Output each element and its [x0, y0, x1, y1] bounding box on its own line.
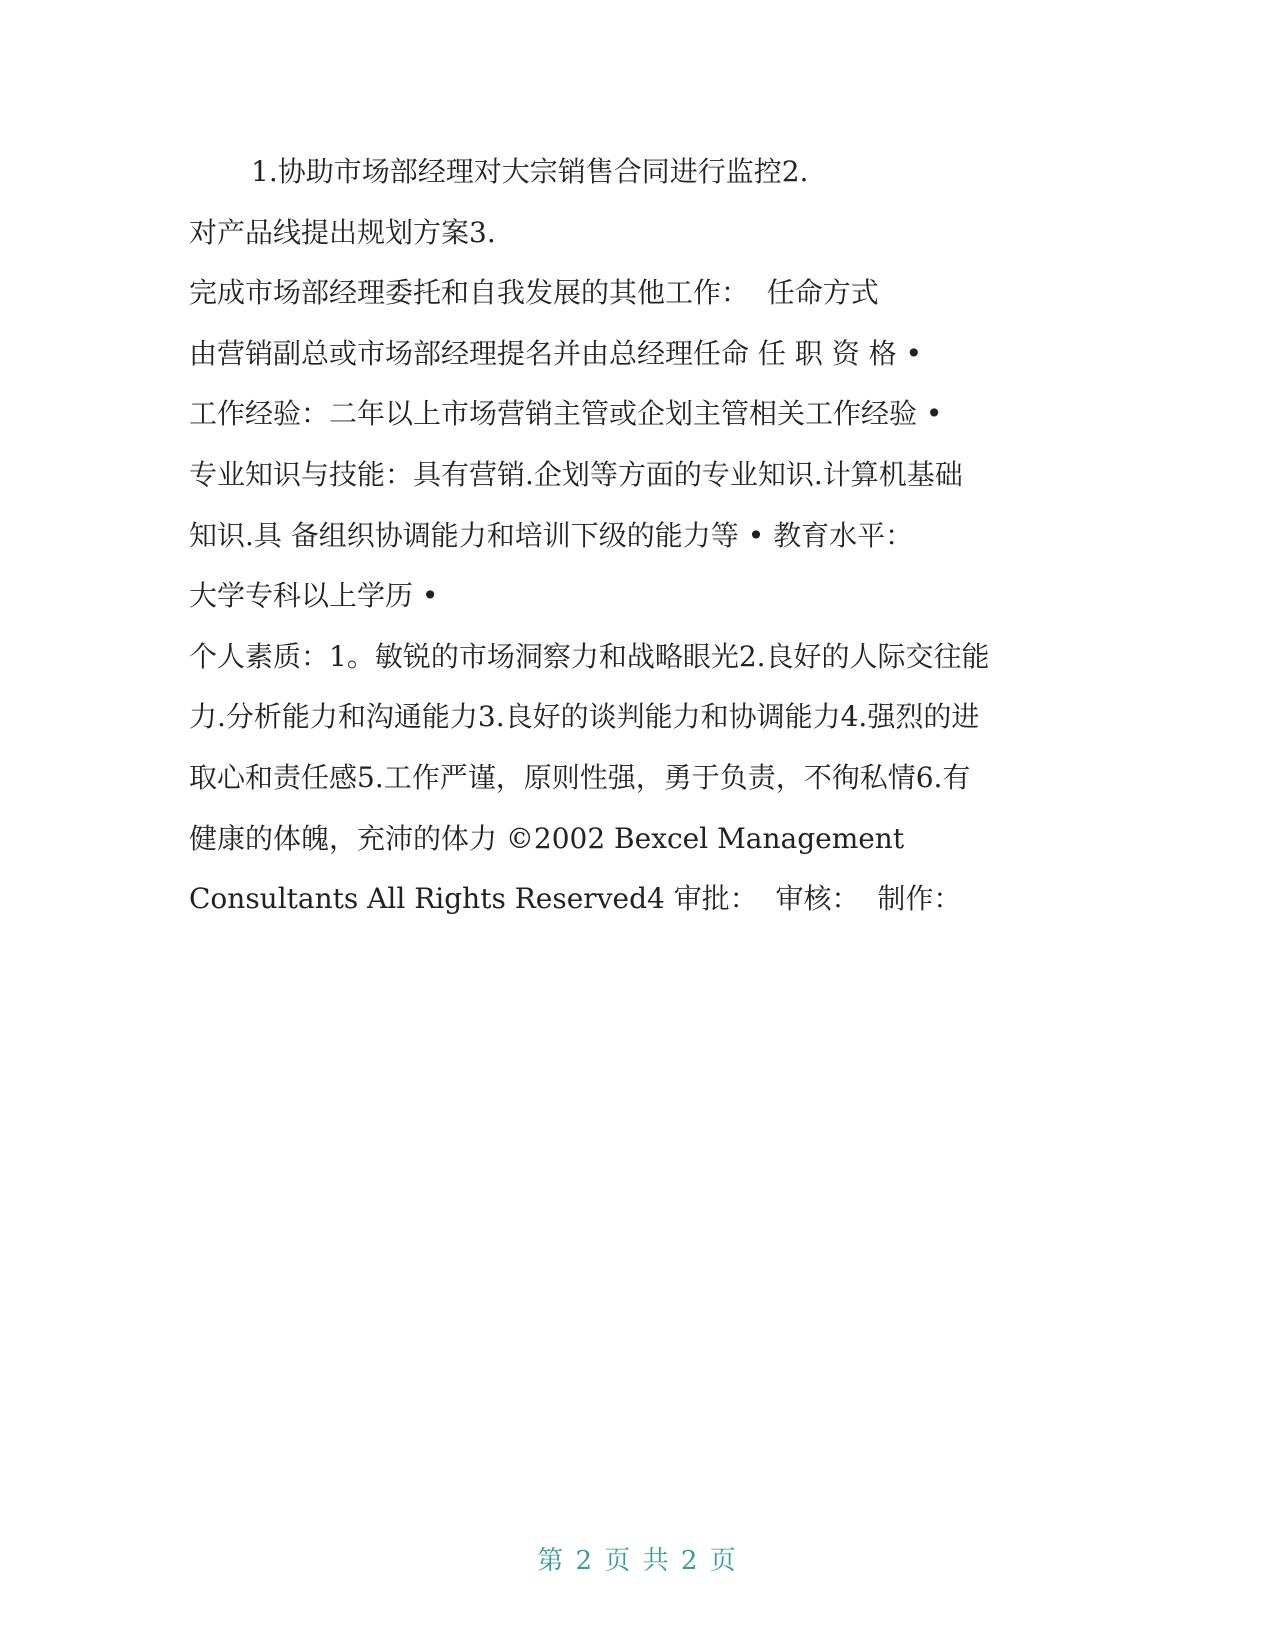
text-line: 由营销副总或市场部经理提名并由总经理任命 任 职 资 格 •: [189, 336, 923, 370]
text-line: 知识.具 备组织协调能力和培训下级的能力等 • 教育水平：: [189, 518, 914, 552]
text-line: 工作经验：二年以上市场营销主管或企划主管相关工作经验 •: [189, 397, 943, 431]
text-line: 健康的体魄，充沛的体力 ©2002 Bexcel Management: [189, 821, 905, 855]
text-line: 力.分析能力和沟通能力3.良好的谈判能力和协调能力4.强烈的进: [189, 700, 980, 734]
text-line: 对产品线提出规划方案3.: [189, 215, 496, 249]
text-line: Consultants All Rights Reserved4 审批： 审核： 制作：: [189, 882, 962, 916]
text-line: 取心和责任感5.工作严谨，原则性强，勇于负责，不徇私情6.有: [189, 760, 971, 794]
text-line: 大学专科以上学历 •: [189, 579, 439, 613]
document-body: [189, 142, 1089, 930]
text-line: 1.协助市场部经理对大宗销售合同进行监控2.: [251, 155, 809, 188]
text-line: 专业知识与技能：具有营销.企划等方面的专业知识.计算机基础: [189, 457, 963, 491]
page-number-footer: 第 2 页 共 2 页: [537, 1546, 738, 1576]
text-line: 完成市场部经理委托和自我发展的其他工作： 任命方式: [189, 276, 879, 310]
text-line: 个人素质：1。敏锐的市场洞察力和战略眼光2.良好的人际交往能: [189, 639, 990, 673]
